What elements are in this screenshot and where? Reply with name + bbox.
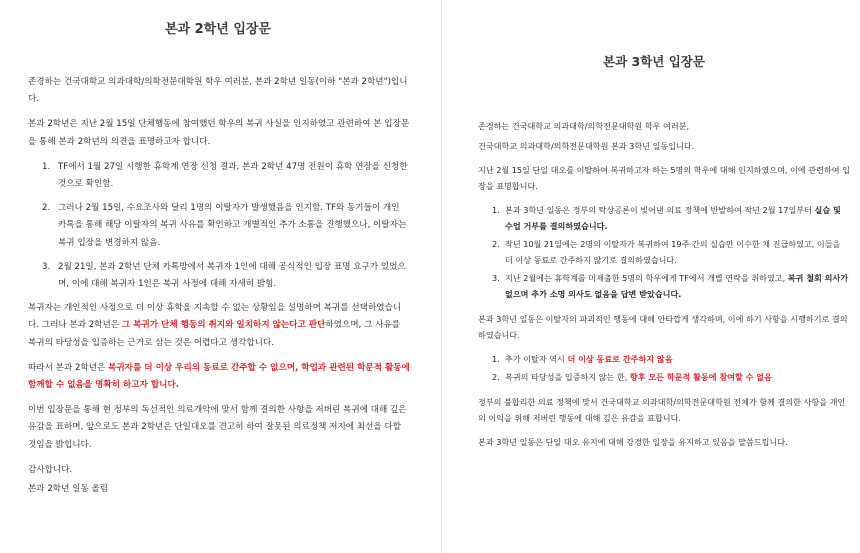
list-number: 2. [492,372,500,382]
highlight-text: 더 이상 동료로 간주하지 않음 [567,354,673,364]
resolution-list [478,351,850,385]
list-text: 2월 21일, 본과 2학년 단체 카톡방에서 복귀자 1인에 대해 공식적인 입장 표명 요구가 있었으며, 이에 대해 복귀자 1인은 복귀 사정에 대해 자세히 밝힘. [58,261,406,290]
facts-list [478,202,850,302]
greeting-paragraph: 존경하는 건국대학교 의과대학/의학전문대학원 학우 여러분, 본과 2학년 일동(이하 "본과 2학년")입니다. [28,77,408,105]
statement-body [478,118,850,458]
signature-text: 본과 2학년 일동 올림 [28,484,109,495]
regret-paragraph: 정부의 불합리한 의료 정책에 맞서 건국대학교 의과대학/의학전문대학원 전체가 함께 결의한 사항을 개인의 이익을 위해 저버린 행동에 대해 깊은 유감을 표합니다. [478,397,846,423]
list-text [505,270,850,302]
page-title: 본과 3학년 입장문 [603,54,705,69]
list-item [492,270,850,302]
closing-text: 감사합니다. [28,464,73,475]
intro-paragraph: 본과 2학년은 지난 2월 15일 단체행동에 참여했던 학우의 복귀 사실을 인지하였고 관련하여 본 입장문을 통해 본과 2학년의 의견을 표명하고자 합니다. [28,119,410,147]
intro-paragraph: 지난 2월 15일 단일 대오를 이탈하여 복귀하고자 하는 5명의 학우에 대해 인지하였으며, 이에 관련하여 입장을 표명합니다. [478,165,850,191]
list-text: 그러나 2월 15일, 수요조사와 달리 1명의 이탈자가 발생했음을 인지함. TF와 동기들이 개인 카톡을 통해 해당 이탈자의 복귀 사유를 확인하고 개별적인 추가 소통을 진행했으나, 이탈자는 복귀 입장을 변경하지 않음. [58,203,407,248]
statement-body [28,74,410,500]
list-item [492,202,850,234]
list-item [42,159,410,193]
text-run: 복귀자는 개인적인 사정으로 더 이상 휴학을 지속할 수 없는 상황임을 설명하며 복귀를 선택하였습니다. 그러나 본과 2학년은 [28,303,402,331]
list-text [505,351,850,367]
conclusion-paragraph: 이번 입장문을 통해 현 정부의 독선적인 의료개악에 맞서 함께 결의한 사항을 저버린 복귀에 대해 깊은 유감을 표하며, 앞으로도 본과 2학년은 단일대오를 견고히 하여 잘못된 의료정책 저지에 최선을 다할 것임을 밝힙니다. [28,405,407,450]
highlight-text: 향후 모든 학문적 활동에 참여할 수 없음 [629,372,772,382]
list-item [42,200,410,252]
list-text [505,202,850,234]
greeting-line-1: 존경하는 건국대학교 의과대학/의학전문대학원 학우 여러분, [478,121,690,131]
greeting-line-2: 건국대학교 의과대학/의학전문대학원 본과 3학년 일동입니다. [478,141,695,151]
list-number: 2. [42,203,51,214]
page-divider [441,0,442,553]
highlight-text: 그 복귀가 단체 행동의 취지와 일치하지 않는다고 판단 [121,320,326,331]
bold-text: 복귀 철회 의사가 없으며 추가 소명 의사도 없음을 답변 받았습니다. [505,273,849,299]
list-text [505,369,850,385]
signoff [28,462,410,498]
decision-paragraph [28,360,410,394]
text-run: 추가 이탈자 역시 [505,354,568,364]
list-text: TF에서 1월 27일 시행한 휴학계 연장 신청 결과, 본과 2학년 47명 전원이 휴학 연장을 신청한 것으로 확인함. [58,161,408,190]
reason-paragraph [28,300,410,352]
list-item [492,351,850,367]
list-number: 1. [42,161,51,172]
list-item [492,369,850,385]
text-run: 작년 10월 21일에는 2명의 이탈자가 복귀하여 19주 간의 실습만 이수한 채 진급하였고, 이들을 더 이상 동료로 간주하지 않기로 결의하였습니다. [505,239,841,265]
list-number: 3. [42,261,51,272]
text-run: 본과 3학년 일동은 정부의 탁상공론이 빚어낸 의료 정책에 반발하여 작년 2월 17일부터 [505,205,815,215]
list-item [42,259,410,293]
statement-year3-page [448,0,860,553]
text-run: 하였으며, 그 사유를 복귀의 타당성을 입증하는 근거로 삼는 것은 어렵다고 생각합니다. [28,320,401,348]
highlight-text: 복귀자를 더 이상 우리의 동료로 간주할 수 없으며, 학업과 관련된 학문적 활동에 함께할 수 없음을 명확히 하고자 합니다. [28,362,410,391]
list-number: 1. [492,354,500,364]
list-item [492,236,850,268]
list-number: 2. [492,239,500,249]
text-run: 따라서 본과 2학년은 [28,362,109,373]
bold-text: 실습 및 수업 거부를 결의하였습니다. [505,205,841,231]
facts-list [28,159,410,293]
page-title: 본과 2학년 입장문 [164,22,271,37]
list-number: 1. [492,205,500,215]
list-text [505,236,850,268]
text-run: 지난 2월에는 휴학계를 미제출한 5명의 학우에게 TF에서 개별 연락을 취하였고, [505,273,788,283]
conclusion-paragraph: 본과 3학년 일동은 단일 대오 유지에 대해 강경한 입장을 유지하고 있음을 말씀드립니다. [478,437,788,447]
list-number: 3. [492,273,500,283]
text-run: 복귀의 타당성을 입증하지 않는 한, [505,372,630,382]
resolution-paragraph: 본과 3학년 일동은 이탈자의 파괴적인 행동에 대해 안타깝게 생각하며, 이에 하기 사항을 시행하기로 결의하였습니다. [478,314,848,340]
